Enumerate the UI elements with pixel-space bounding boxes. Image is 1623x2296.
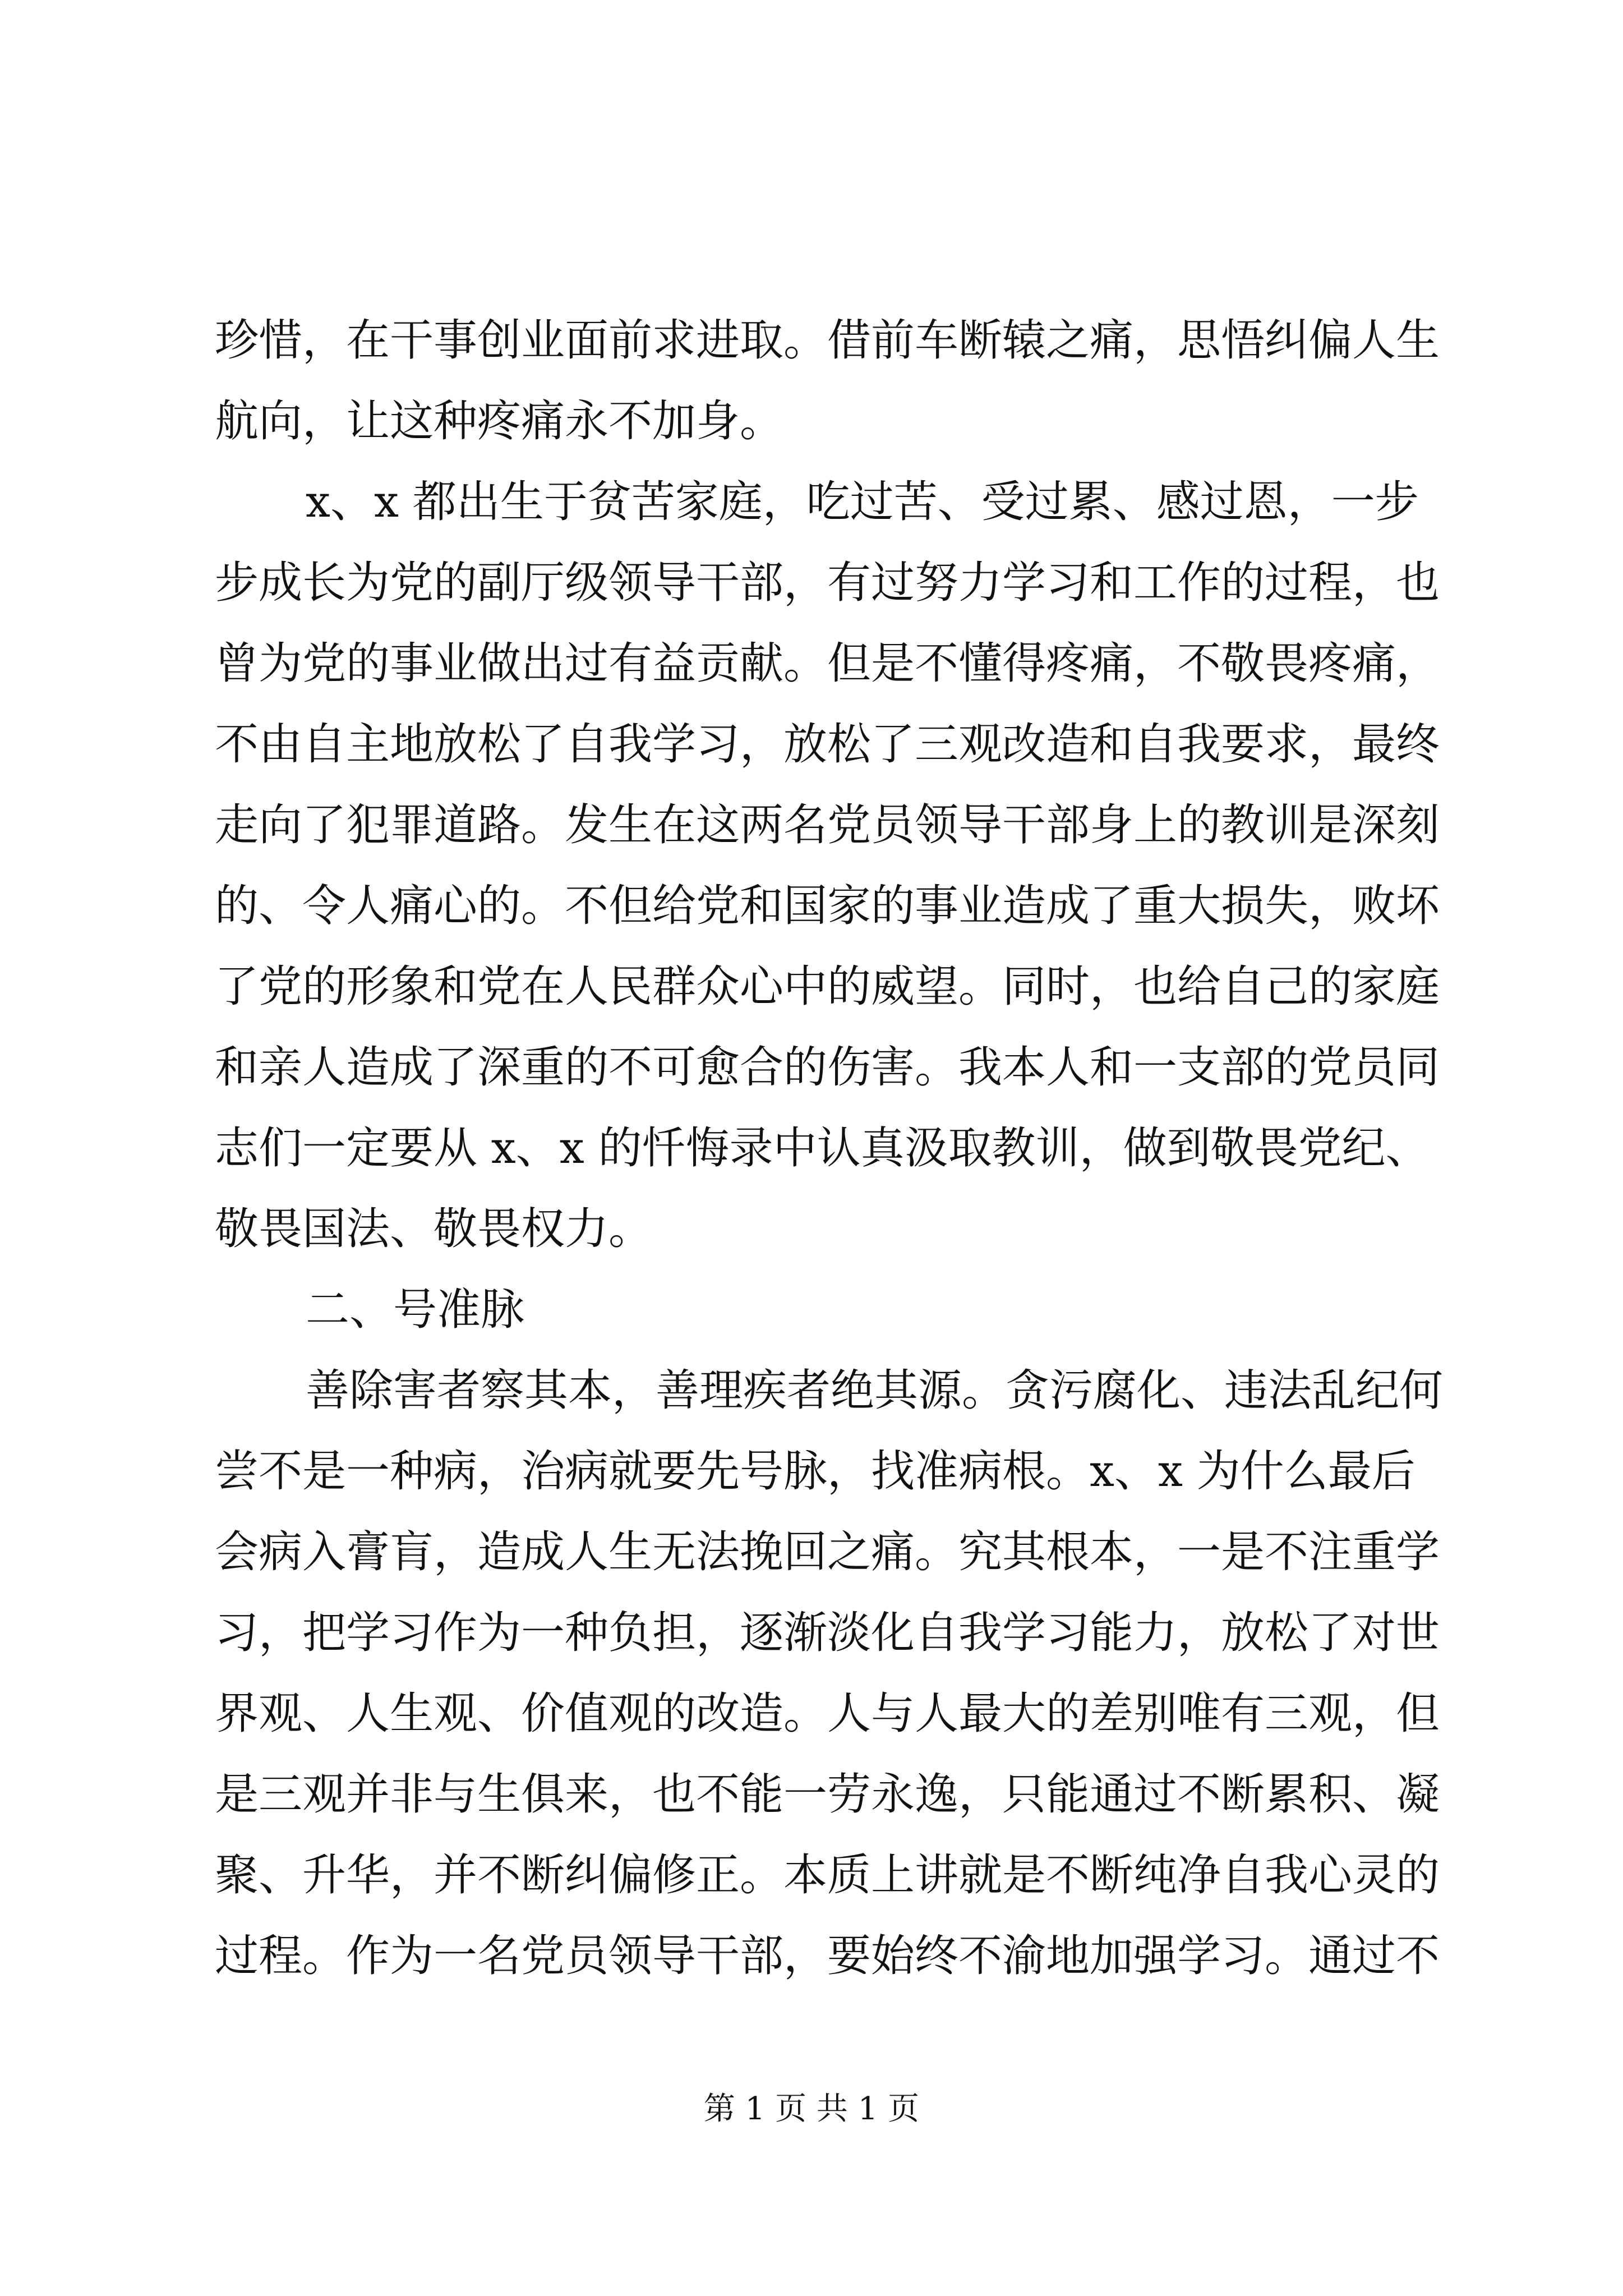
text-line: 志们一定要从 x、x 的忏悔录中认真汲取教训，做到敬畏党纪、: [215, 1123, 1430, 1174]
text-line: 走向了犯罪道路。发生在这两名党员领导干部身上的教训是深刻: [215, 800, 1440, 850]
text-line: 尝不是一种病，治病就要先号脉，找准病根。x、x 为什么最后: [215, 1446, 1415, 1497]
paragraph-start-line: 善除害者察其本，善理疾者绝其源。贪污腐化、违法乱纪何: [306, 1365, 1444, 1416]
page-footer: [0, 2087, 1623, 2132]
text-line: 不由自主地放松了自我学习，放松了三观改造和自我要求，最终: [215, 719, 1440, 770]
text-line: 珍惜，在干事创业面前求进取。借前车断辕之痛，思悟纠偏人生: [215, 315, 1440, 366]
text-line: 和亲人造成了深重的不可愈合的伤害。我本人和一支部的党员同: [215, 1042, 1440, 1093]
text-line: 习，把学习作为一种负担，逐渐淡化自我学习能力，放松了对世: [215, 1608, 1440, 1658]
text-line: 的、令人痛心的。不但给党和国家的事业造成了重大损失，败坏: [215, 881, 1440, 931]
text-line: 了党的形象和党在人民群众心中的威望。同时，也给自己的家庭: [215, 961, 1440, 1012]
paragraph-start-line: x、x 都出生于贫苦家庭，吃过苦、受过累、感过恩，一步: [306, 477, 1419, 527]
text-line: 敬畏国法、敬畏权力。: [215, 1204, 653, 1254]
page-number: 第 1 页 共 1 页: [703, 2091, 920, 2127]
text-line: 会病入膏肓，造成人生无法挽回之痛。究其根本，一是不注重学: [215, 1527, 1440, 1577]
document-body: [215, 300, 1444, 1996]
text-line: 步成长为党的副厅级领导干部，有过努力学习和工作的过程，也: [215, 558, 1440, 608]
text-line: 过程。作为一名党员领导干部，要始终不渝地加强学习。通过不: [215, 1931, 1440, 1981]
text-line: 界观、人生观、价值观的改造。人与人最大的差别唯有三观，但: [215, 1688, 1440, 1739]
text-line: 聚、升华，并不断纠偏修正。本质上讲就是不断纯净自我心灵的: [215, 1850, 1440, 1901]
text-line: 航向，让这种疼痛永不加身。: [215, 396, 784, 447]
text-line: 曾为党的事业做出过有益贡献。但是不懂得疼痛，不敬畏疼痛，: [215, 638, 1440, 689]
text-line: 是三观并非与生俱来，也不能一劳永逸，只能通过不断累积、凝: [215, 1769, 1440, 1820]
section-heading: 二、号准脉: [306, 1285, 525, 1335]
